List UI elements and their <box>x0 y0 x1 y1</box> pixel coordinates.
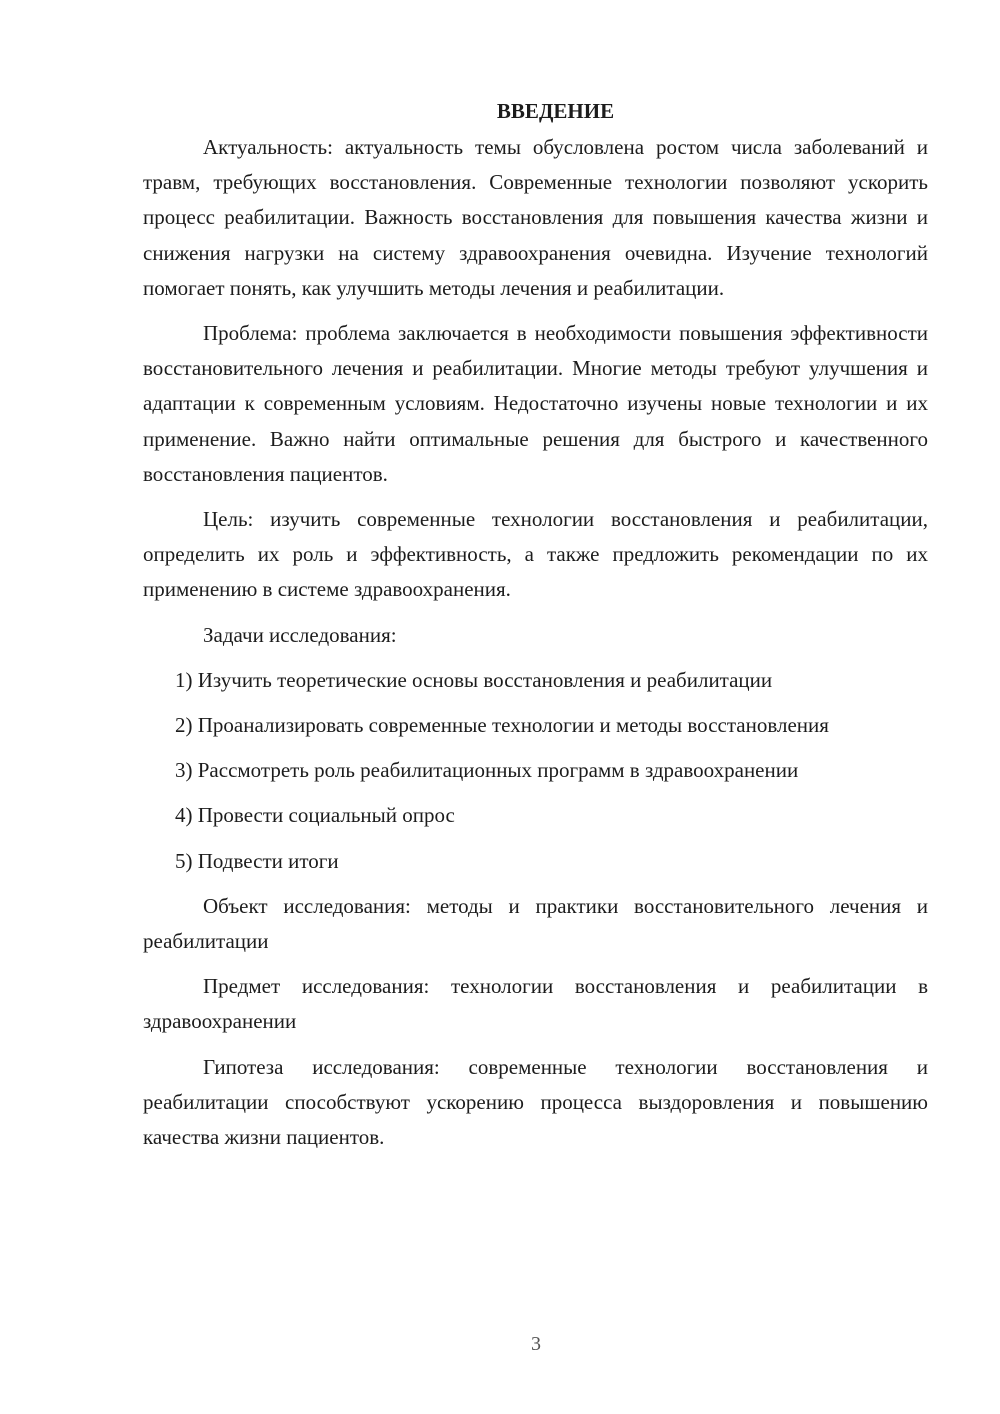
task-item-2: 2) Проанализировать современные технологии и методы восстановления <box>175 713 829 738</box>
paragraph-object: Объект исследования: методы и практики восстановительного лечения и реабилитации <box>143 893 928 954</box>
tasks-heading: Задачи исследования: <box>203 622 397 647</box>
paragraph-problem: Проблема: проблема заключается в необходимости повышения эффективности восстановительного лечения и реабилитации. Многие методы требуют улучшения и адаптации к современным условиям. Недостаточно изучены новые технологии и их применение. Важно найти оптимальные решения для быстрого и качественного восстановления пациентов. <box>143 321 928 486</box>
paragraph-goal: Цель: изучить современные технологии восстановления и реабилитации, определить их роль и эффективность, а также предложить рекомендации по их применению в системе здравоохранения. <box>143 507 928 602</box>
paragraph-relevance: Актуальность: актуальность темы обусловлена ростом числа заболеваний и травм, требующих восстановления. Современные технологии позволяют ускорить процесс реабилитации. Важность восстановления для повышения качества жизни и снижения нагрузки на систему здравоохранения очевидна. Изучение технологий помогает понять, как улучшить методы лечения и реабилитации. <box>143 135 928 300</box>
task-item-5: 5) Подвести итоги <box>175 848 339 873</box>
page-number: 3 <box>531 1333 541 1355</box>
paragraph-hypothesis: Гипотеза исследования: современные технологии восстановления и реабилитации способствуют ускорению процесса выздоровления и повышению качества жизни пациентов. <box>143 1054 928 1150</box>
task-item-3: 3) Рассмотреть роль реабилитационных программ в здравоохранении <box>175 758 799 783</box>
task-item-4: 4) Провести социальный опрос <box>175 803 455 828</box>
section-title: ВВЕДЕНИЕ <box>496 99 615 123</box>
page-content <box>143 97 928 1165</box>
paragraph-subject: Предмет исследования: технологии восстановления и реабилитации в здравоохранении <box>143 974 928 1034</box>
task-item-1: 1) Изучить теоретические основы восстановления и реабилитации <box>175 667 773 692</box>
